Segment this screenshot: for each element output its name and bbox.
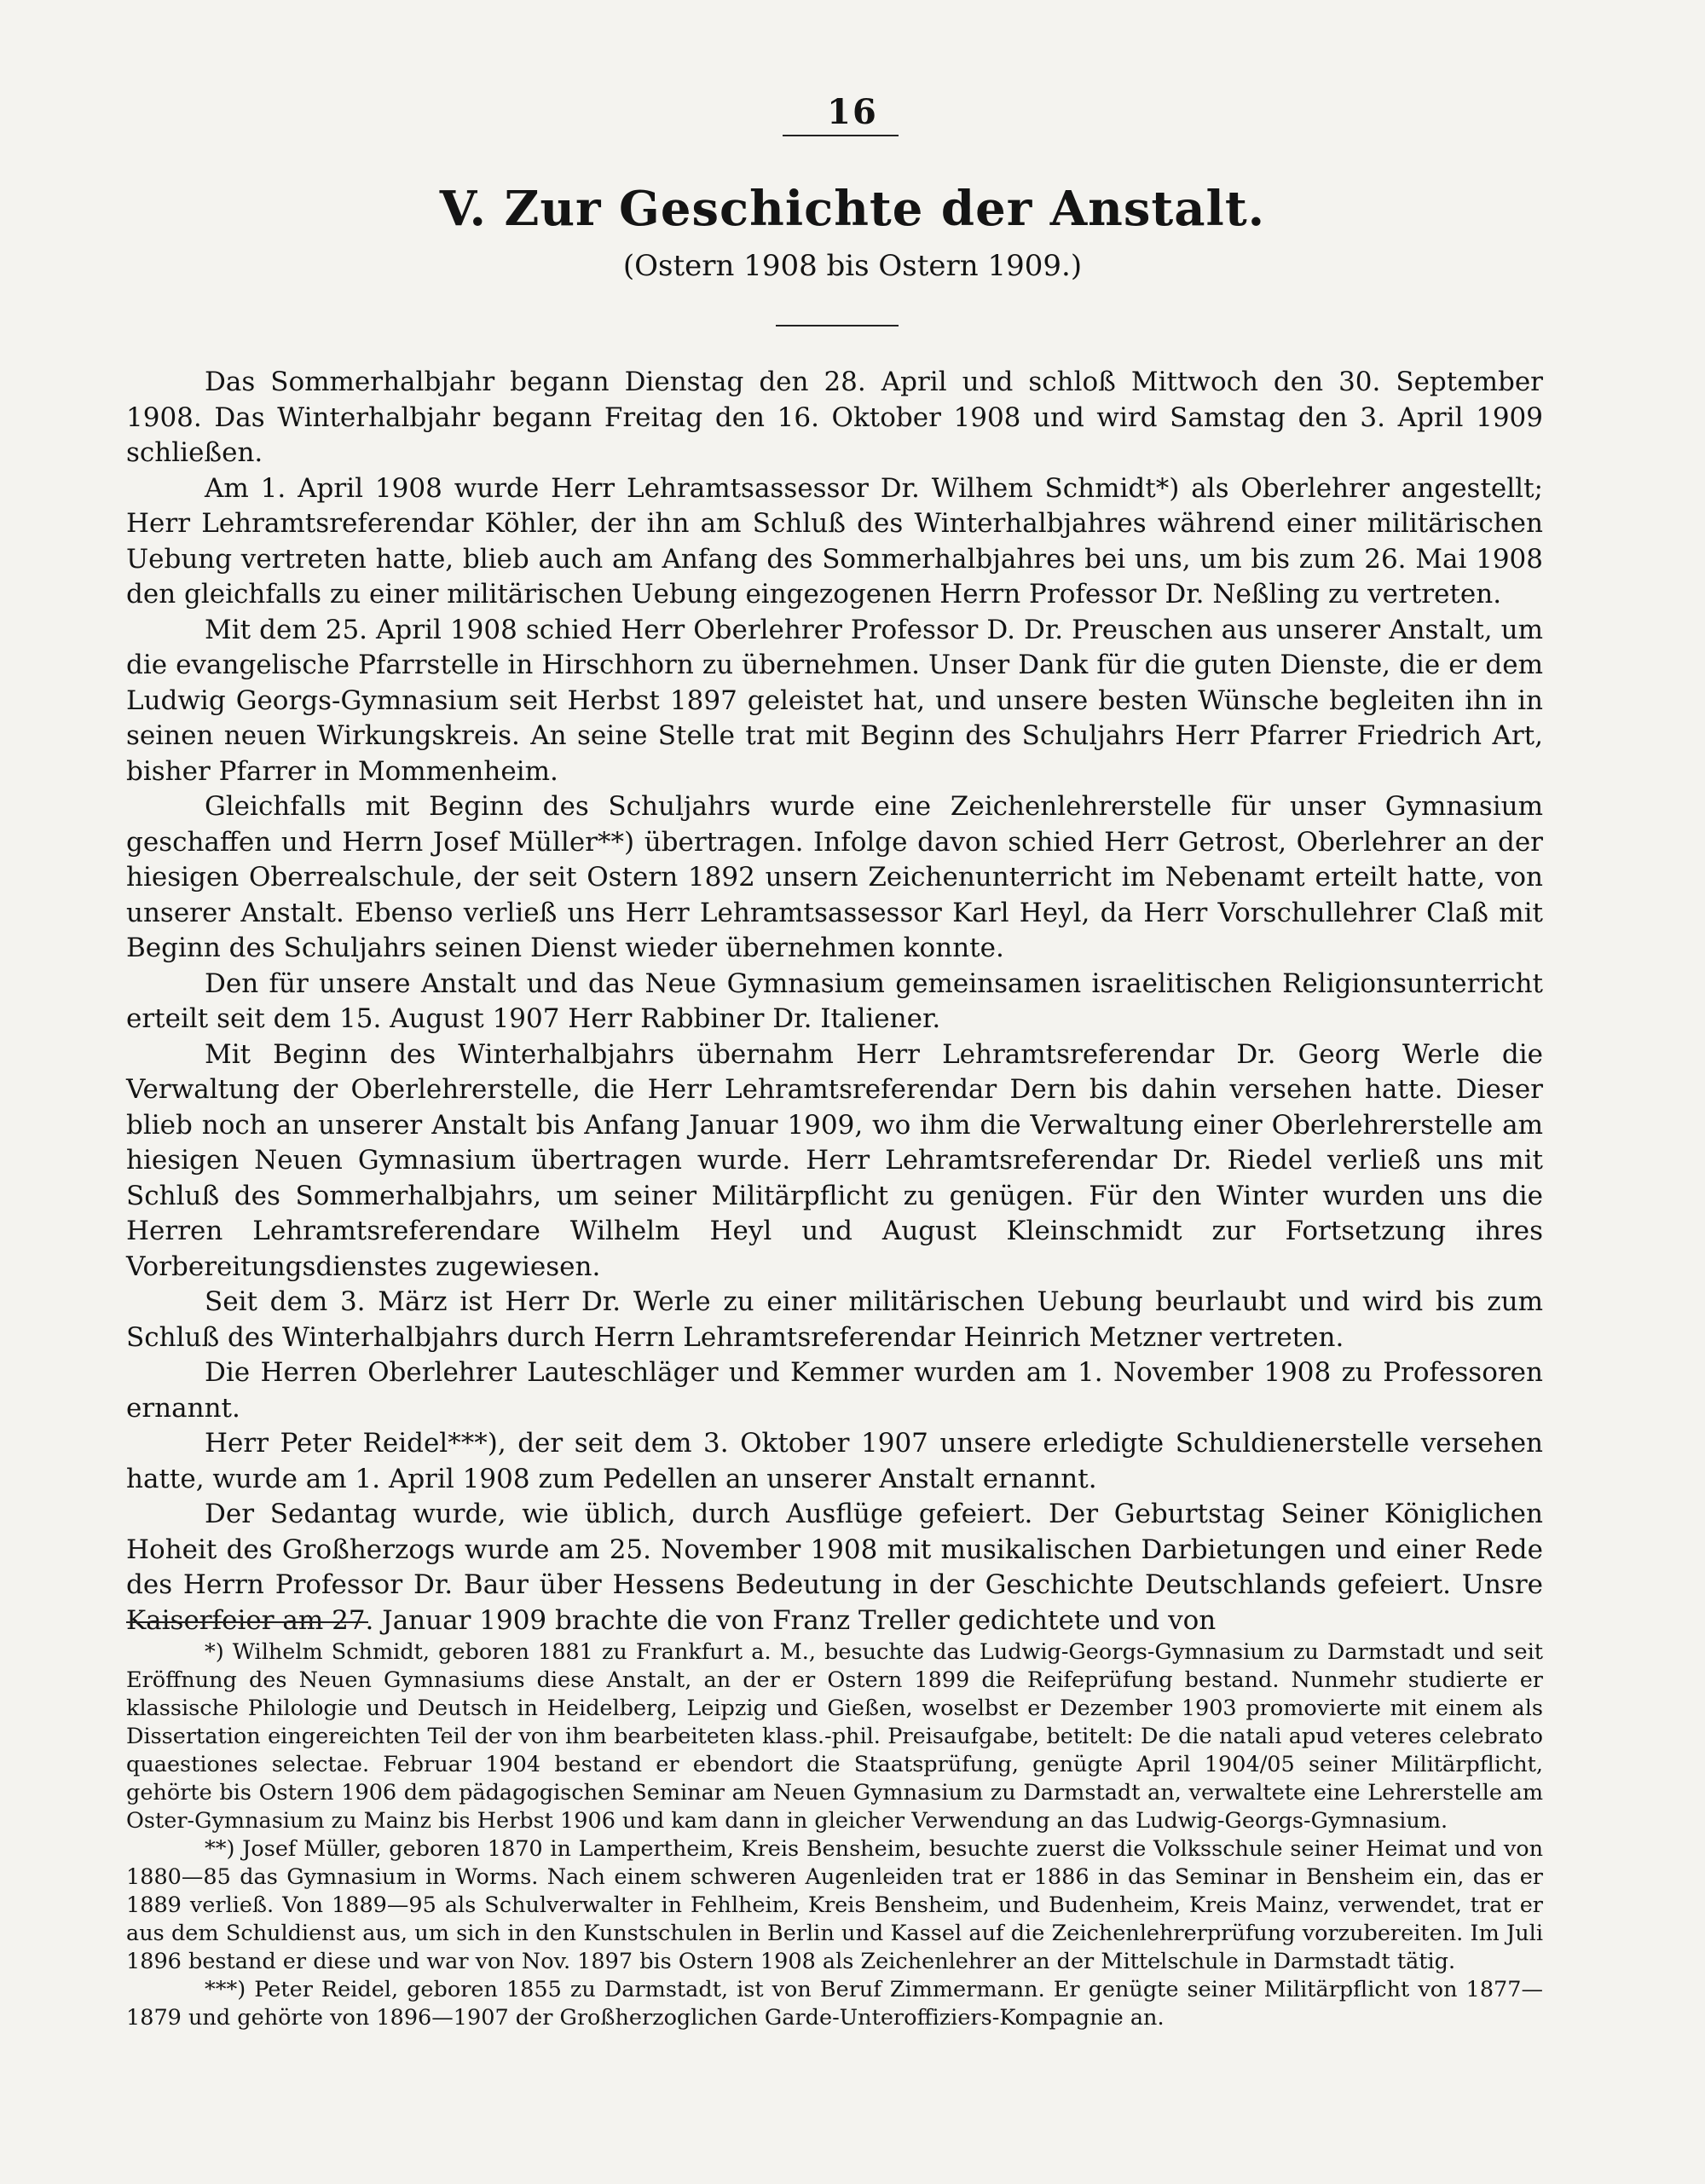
footnote: *) Wilhelm Schmidt, geboren 1881 zu Frankfurt a. M., besuchte das Ludwig-Georgs-Gymnasium zu Darmstadt und seit Eröffnung des Neuen Gymnasiums diese Anstalt, an der er Ostern 1899 die Reifeprüfung bestand. Nunmehr studierte er klassische Philologie und Deutsch in Heidelberg, Leipzig und Gießen, woselbst er Dezember 1903 promovierte mit einem als Dissertation eingereichten Teil der von ihm bearbeiteten klass.-phil. Preisaufgabe, betitelt: De die natali apud veteres celebrato quaestiones selectae. Februar 1904 bestand er ebendort die Staatsprüfung, genügte April 1904/05 seiner Militärpflicht, gehörte bis Ostern 1906 dem pädagogischen Seminar am Neuen Gymnasium zu Darmstadt an, verwaltete eine Lehrerstelle am Oster-Gymnasium zu Mainz bis Herbst 1906 und kam dann in gleicher Verwendung an das Ludwig-Georgs-Gymnasium.: [126, 1639, 1543, 1834]
title-rule: [776, 325, 899, 326]
body-text: [126, 365, 1543, 1638]
paragraph: Die Herren Oberlehrer Lauteschläger und Kemmer wurden am 1. November 1908 zu Professoren ernannt.: [126, 1357, 1543, 1424]
paragraph: Gleichfalls mit Beginn des Schuljahrs wurde eine Zeichenlehrerstelle für unser Gymnasium geschaffen und Herrn Josef Müller**) übertragen. Infolge davon schied Herr Getrost, Oberlehrer an der hiesigen Oberrealschule, der seit Ostern 1892 unsern Zeichenunterricht im Nebenamt erteilt hatte, von unserer Anstalt. Ebenso verließ uns Herr Lehramtsassessor Karl Heyl, da Herr Vorschullehrer Claß mit Beginn des Schuljahrs seinen Dienst wieder übernehmen konnte.: [126, 791, 1543, 963]
paragraph: Der Sedantag wurde, wie üblich, durch Ausflüge gefeiert. Der Geburtstag Seiner Königlichen Hoheit des Großherzogs wurde am 25. November 1908 mit musikalischen Darbietungen und einer Rede des Herrn Professor Dr. Baur über Hessens Bedeutung in der Geschichte Deutschlands gefeiert. Unsre Kaiserfeier am 27. Januar 1909 brachte die von Franz Treller gedichtete und von: [126, 1499, 1543, 1636]
page-number: 16: [827, 92, 878, 132]
period-subtitle: (Ostern 1908 bis Ostern 1909.): [622, 249, 1083, 283]
paragraph: Den für unsere Anstalt und das Neue Gymnasium gemeinsamen israelitischen Religionsunterricht erteilt seit dem 15. August 1907 Herr Rabbiner Dr. Italiener.: [126, 968, 1543, 1034]
paragraph: Am 1. April 1908 wurde Herr Lehramtsassessor Dr. Wilhem Schmidt*) als Oberlehrer angestellt; Herr Lehramtsreferendar Köhler, der ihn am Schluß des Winterhalbjahres während einer militärischen Uebung vertreten hatte, blieb auch am Anfang des Sommerhalbjahres bei uns, um bis zum 26. Mai 1908 den gleichfalls zu einer militärischen Uebung eingezogenen Herrn Professor Dr. Neßling zu vertreten.: [126, 472, 1543, 610]
footnote-rule: [126, 1621, 368, 1623]
section-title: V. Zur Geschichte der Anstalt.: [439, 181, 1266, 237]
footnote: **) Josef Müller, geboren 1870 in Lampertheim, Kreis Bensheim, besuchte zuerst die Volksschule seiner Heimat und von 1880—85 das Gymnasium in Worms. Nach einem schweren Augenleiden trat er 1886 in das Seminar in Bensheim ein, das er 1889 verließ. Von 1889—95 als Schulverwalter in Fehlheim, Kreis Bensheim, und Budenheim, Kreis Mainz, verwendet, trat er aus dem Schuldienst aus, um sich in den Kunstschulen in Berlin und Kassel auf die Zeichenlehrerprüfung vorzubereiten. Im Juli 1896 bestand er diese und war von Nov. 1897 bis Ostern 1908 als Zeichenlehrer an der Mittelschule in Darmstadt tätig.: [126, 1836, 1543, 1974]
paragraph: Mit dem 25. April 1908 schied Herr Oberlehrer Professor D. Dr. Preuschen aus unserer Anstalt, um die evangelische Pfarrstelle in Hirschhorn zu übernehmen. Unser Dank für die guten Dienste, die er dem Ludwig Georgs-Gymnasium seit Herbst 1897 geleistet hat, und unsere besten Wünsche begleiten ihn in seinen neuen Wirkungskreis. An seine Stelle trat mit Beginn des Schuljahrs Herr Pfarrer Friedrich Art, bisher Pfarrer in Mommenheim.: [126, 614, 1543, 787]
paragraph: Mit Beginn des Winterhalbjahrs übernahm Herr Lehramtsreferendar Dr. Georg Werle die Verwaltung der Oberlehrerstelle, die Herr Lehramtsreferendar Dern bis dahin versehen hatte. Dieser blieb noch an unserer Anstalt bis Anfang Januar 1909, wo ihm die Verwaltung einer Oberlehrerstelle am hiesigen Neuen Gymnasium übertragen wurde. Herr Lehramtsreferendar Dr. Riedel verließ uns mit Schluß des Sommerhalbjahrs, um seiner Militärpflicht zu genügen. Für den Winter wurden uns die Herren Lehramtsreferendare Wilhelm Heyl und August Kleinschmidt zur Fortsetzung ihres Vorbereitungsdienstes zugewiesen.: [126, 1038, 1543, 1282]
footnotes: [126, 1638, 1543, 2032]
paragraph: Herr Peter Reidel***), der seit dem 3. Oktober 1907 unsere erledigte Schuldienerstelle versehen hatte, wurde am 1. April 1908 zum Pedellen an unserer Anstalt ernannt.: [126, 1428, 1543, 1494]
paragraph: Das Sommerhalbjahr begann Dienstag den 28. April und schloß Mittwoch den 30. September 1908. Das Winterhalbjahr begann Freitag den 16. Oktober 1908 und wird Samstag den 3. April 1909 schließen.: [126, 367, 1543, 468]
paragraph: Seit dem 3. März ist Herr Dr. Werle zu einer militärischen Uebung beurlaubt und wird bis zum Schluß des Winterhalbjahrs durch Herrn Lehramtsreferendar Heinrich Metzner vertreten.: [126, 1286, 1543, 1353]
header-rule: [783, 135, 899, 136]
footnote: ***) Peter Reidel, geboren 1855 zu Darmstadt, ist von Beruf Zimmermann. Er genügte seiner Militärpflicht von 1877—1879 und gehörte von 1896—1907 der Großherzoglichen Garde-Unteroffiziers-Kompagnie an.: [126, 1977, 1543, 2031]
